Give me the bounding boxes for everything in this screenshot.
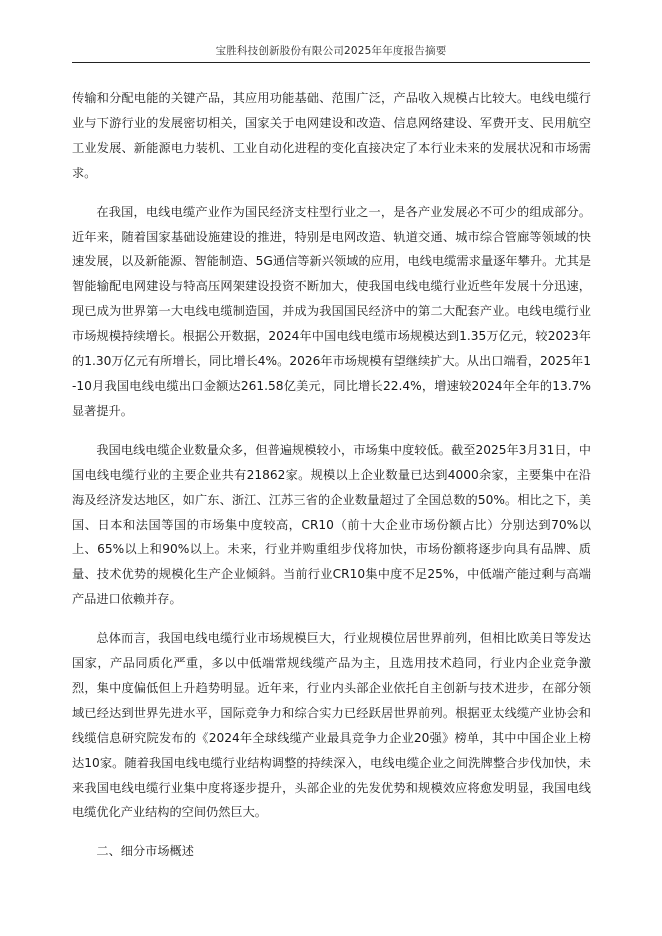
section-heading-segment-overview: 二、细分市场概述 [96,844,194,859]
paragraph-cable-industry-overview: 传输和分配电能的关键产品，其应用功能基础、范围广泛，产品收入规模占比较大。电线电缆行业与下游行业的发展密切相关，国家关于电网建设和改造、信息网络建设、军费开支、民用航空工业发展、新能源电力装机、工业自动化进程的变化直接决定了本行业未来的发展状况和市场需求。 [72,91,591,180]
paragraph-market-concentration: 我国电线电缆企业数量众多，但普遍规模较小，市场集中度较低。截至2025年3月31日，中国电线电缆行业的主要企业共有21862家。规模以上企业数量已达到4000余家，主要集中在沿海及经济发达地区，如广东、浙江、江苏三省的企业数量超过了全国总数的50%。相比之下，美国、日本和法国等国的市场集中度较高，CR10（前十大企业市场份额占比）分别达到70%以上、65%以上和90%以上。未来，行业并购重组步伐将加快，市场份额将逐步向具有品牌、质量、技术优势的规模化生产企业倾斜。当前行业CR10集中度不足25%，中低端产能过剩与高端产品进口依赖并存。 [72,442,591,607]
page-header-title: 宝胜科技创新股份有限公司2025年年度报告摘要 [215,45,447,57]
report-body [72,86,591,864]
paragraph-domestic-market-scale: 在我国，电线电缆产业作为国民经济支柱型行业之一，是各产业发展必不可少的组成部分。近年来，随着国家基础设施建设的推进，特别是电网改造、轨道交通、城市综合管廊等领域的快速发展，以及新能源、智能制造、5G通信等新兴领域的应用，电线电缆需求量逐年攀升。尤其是智能输配电网建设与特高压网架建设投资不断加大，使我国电线电缆行业近些年发展十分迅速，现已成为世界第一大电线电缆制造国，并成为我国国民经济中的第二大配套产业。电线电缆行业市场规模持续增长。根据公开数据，2024年中国电线电缆市场规模达到1.35万亿元，较2023年的1.30万亿元有所增长，同比增长4%。2026年市场规模有望继续扩大。从出口端看，2025年1-10月我国电线电缆出口金额达261.58亿美元，同比增长22.4%，增速较2024年全年的13.7%显著提升。 [72,204,591,418]
paragraph-competitive-landscape: 总体而言，我国电线电缆行业市场规模巨大，行业规模位居世界前列，但相比欧美日等发达国家，产品同质化严重，多以中低端常规线缆产品为主，且选用技术趋同，行业内企业竞争激烈，集中度偏低但上升趋势明显。近年来，行业内头部企业依托自主创新与技术进步，在部分领域已经达到世界先进水平，国际竞争力和综合实力已经跃居世界前列。根据亚太线缆产业协会和线缆信息研究院发布的《2024年全球线缆产业最具竞争力企业20强》榜单，其中中国企业上榜达10家。随着我国电线电缆行业结构调整的持续深入，电线电缆企业之间洗牌整合步伐加快，未来我国电线电缆行业集中度将逐步提升，头部企业的先发优势和规模效应将愈发明显，我国电线电缆优化产业结构的空间仍然巨大。 [72,631,591,820]
header-divider [72,62,590,63]
